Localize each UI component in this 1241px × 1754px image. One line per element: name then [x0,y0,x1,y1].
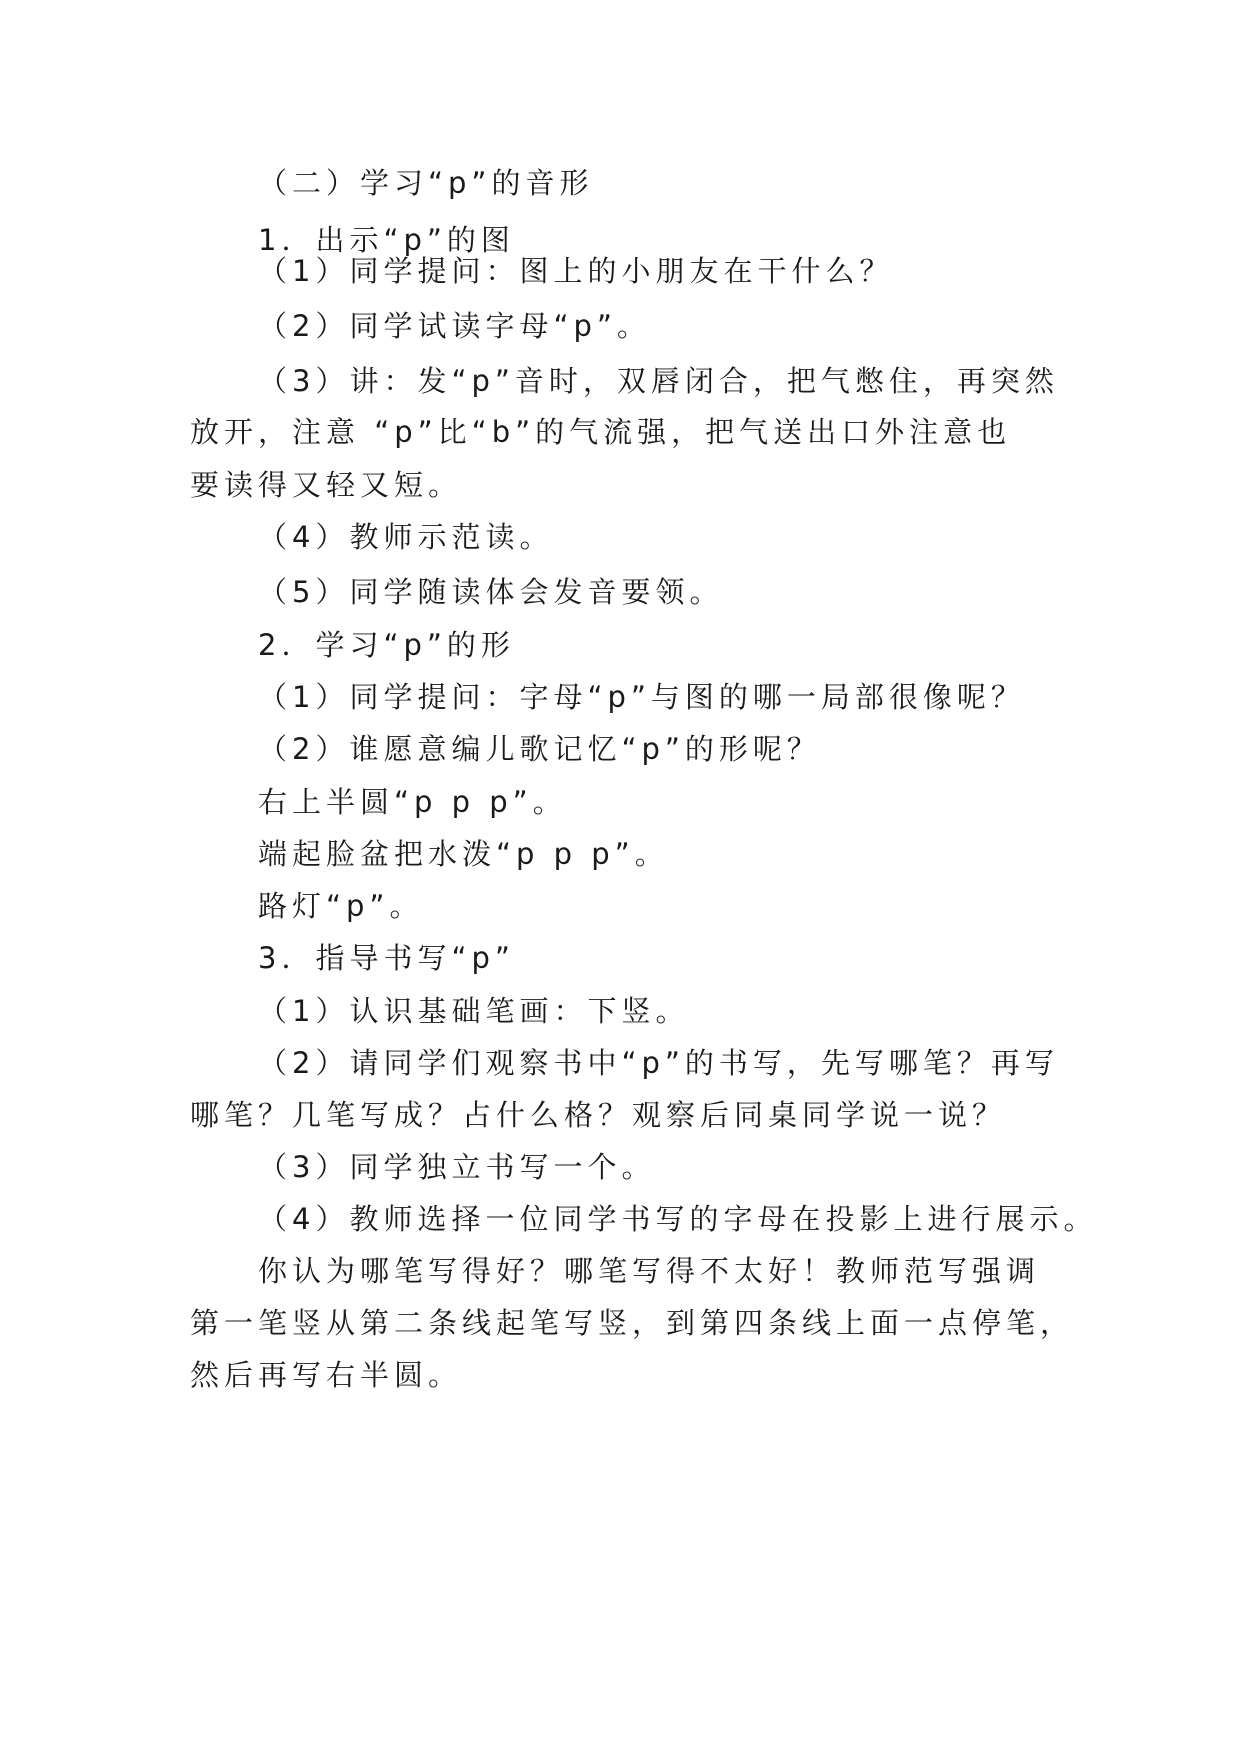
paragraph-line: 第一笔竖从第二条线起笔写竖，到第四条线上面一点停笔， [190,1306,1075,1340]
section-heading: （二）学习“p”的音形 [258,166,594,200]
paragraph-line: （4）教师示范读。 [258,520,554,554]
paragraph-line: （1）同学提问：图上的小朋友在干什么？ [258,254,894,288]
paragraph-line: （1）认识基础笔画：下竖。 [258,994,690,1028]
paragraph-line: （2）同学试读字母“p”。 [258,309,651,343]
step-heading: 2．学习“p”的形 [258,628,515,662]
rhyme-line: 右上半圆“p p p”。 [258,785,567,819]
paragraph-line: 哪笔？几笔写成？占什么格？观察后同桌同学说一说？ [190,1098,1007,1132]
paragraph-line: （1）同学提问：字母“p”与图的哪一局部很像呢？ [258,680,1025,714]
step-heading: 3．指导书写“p” [258,941,515,975]
paragraph-line: （2）谁愿意编儿歌记忆“p”的形呢？ [258,732,821,766]
paragraph-line: 放开，注意 “p”比“b”的气流强，把气送出口外注意也 [190,415,1012,449]
paragraph-line: 要读得又轻又短。 [190,468,463,502]
rhyme-line: 端起脸盆把水泼“p p p”。 [258,837,669,871]
paragraph-line: 然后再写右半圆。 [190,1358,463,1392]
paragraph-line: （4）教师选择一位同学书写的字母在投影上进行展示。 [258,1202,1098,1236]
paragraph-line: （3）讲：发“p”音时，双唇闭合，把气憋住，再突然 [258,364,1059,398]
rhyme-line: 路灯“p”。 [258,889,424,923]
paragraph-line: （5）同学随读体会发音要领。 [258,575,724,609]
paragraph-line: （2）请同学们观察书中“p”的书写，先写哪笔？再写 [258,1046,1059,1080]
paragraph-line: 你认为哪笔写得好？哪笔写得不太好！教师范写强调 [258,1254,1041,1288]
step-heading: 1．出示“p”的图 [258,223,515,257]
paragraph-line: （3）同学独立书写一个。 [258,1150,656,1184]
